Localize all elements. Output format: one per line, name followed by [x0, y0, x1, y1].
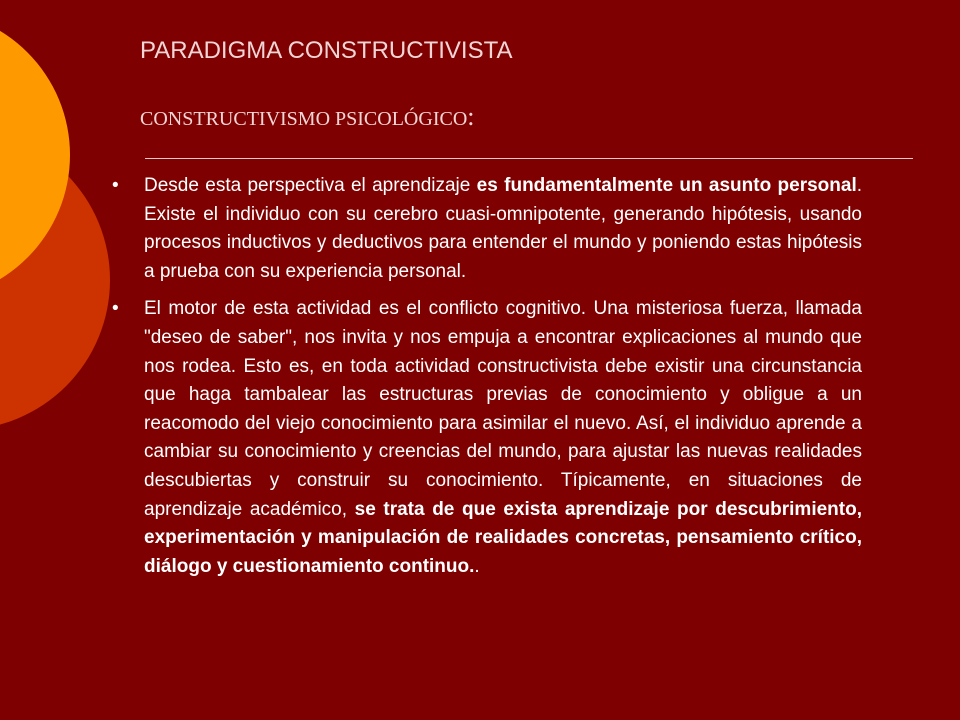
paragraph-bold-text: se trata de que exista aprendizaje por descubrimiento, experimentación y manipulación de realidades concretas, pensamiento crítico, diálogo y cuestionamiento continuo.	[144, 498, 862, 577]
title-divider	[145, 158, 913, 159]
paragraph-text: Desde esta perspectiva el aprendizaje	[144, 175, 477, 196]
bullet-item-1	[112, 172, 862, 286]
subtitle-colon: :	[467, 102, 475, 131]
slide-title: PARADIGMA CONSTRUCTIVISTA	[140, 37, 513, 64]
bullet-paragraph	[144, 295, 862, 581]
bullet-item-2	[112, 295, 862, 581]
paragraph-text: El motor de esta actividad es el conflicto cognitivo. Una misteriosa fuerza, llamada "deseo de saber", nos invita y nos empuja a encontrar explicaciones al mundo que nos rodea. Esto es, en toda actividad constructivista debe existir una circunstancia que haga tambalear las estructuras previas de conocimiento y obligue a un reacomodo del viejo conocimiento para asimilar el nuevo. Así, el individuo aprende a cambiar su conocimiento y creencias del mundo, para ajustar las nuevas realidades descubiertas y construir su conocimiento. Típicamente, en situaciones de aprendizaje académico,	[144, 298, 862, 520]
paragraph-bold-text: es fundamentalmente un asunto personal	[476, 175, 857, 196]
bullet-paragraph	[144, 172, 862, 286]
bullet-list	[112, 172, 862, 590]
slide-subtitle	[140, 102, 475, 132]
paragraph-text: .	[474, 555, 480, 577]
paragraph-text: . Existe el individuo con su cerebro cuasi-omnipotente, generando hipótesis, usando procesos inductivos y deductivos para entender el mundo y poniendo estas hipótesis a prueba con su experiencia personal.	[144, 175, 862, 282]
bullet-marker: •	[112, 298, 119, 320]
subtitle-text: CONSTRUCTIVISMO PSICOLÓGICO	[140, 108, 468, 130]
bullet-marker: •	[112, 175, 119, 196]
